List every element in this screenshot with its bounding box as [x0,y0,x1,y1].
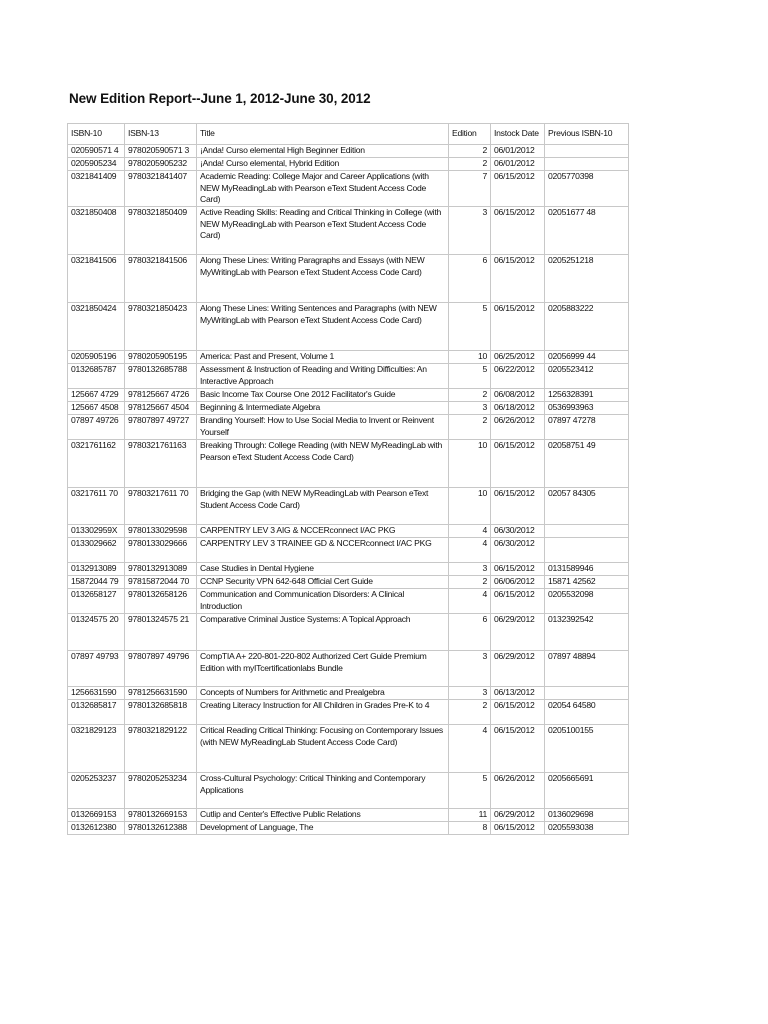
previous-isbn-10-cell: 0205523412 [545,364,629,389]
previous-isbn-10-cell: 1256328391 [545,389,629,402]
edition-cell: 6 [449,614,491,651]
instock-date-cell: 06/15/2012 [491,725,545,773]
title-cell: Assessment & Instruction of Reading and Writing Difficulties: An Interactive Approach [197,364,449,389]
previous-isbn-10-cell: 0205251218 [545,255,629,303]
edition-cell: 6 [449,255,491,303]
title-cell: America: Past and Present, Volume 1 [197,351,449,364]
table-row [68,687,629,700]
previous-isbn-10-cell: 0205883222 [545,303,629,351]
isbn-10-cell: 0132612380 [68,822,125,835]
title-cell: CompTIA A+ 220-801-220-802 Authorized Cert Guide Premium Edition with myITcertificationlabs Bundle [197,651,449,687]
title-cell: CCNP Security VPN 642-648 Official Cert Guide [197,576,449,589]
isbn-10-cell: 0132913089 [68,563,125,576]
isbn-10-cell: 01324575 20 [68,614,125,651]
previous-isbn-10-cell [545,145,629,158]
isbn-10-cell: 03217611 70 [68,488,125,525]
title-cell: Beginning & Intermediate Algebra [197,402,449,415]
instock-date-cell: 06/15/2012 [491,700,545,725]
previous-isbn-10-cell: 02054 64580 [545,700,629,725]
previous-isbn-10-cell: 02057 84305 [545,488,629,525]
table-row [68,614,629,651]
previous-isbn-10-cell: 0131589946 [545,563,629,576]
header-edition: Edition [449,124,491,145]
isbn-10-cell: 0205905234 [68,158,125,171]
previous-isbn-10-cell [545,687,629,700]
table-row [68,488,629,525]
table-row [68,158,629,171]
isbn-13-cell: 9781256631590 [125,687,197,700]
edition-cell: 3 [449,207,491,255]
instock-date-cell: 06/25/2012 [491,351,545,364]
table-row [68,440,629,488]
edition-cell: 10 [449,488,491,525]
table-row [68,525,629,538]
edition-cell: 4 [449,725,491,773]
edition-cell: 11 [449,809,491,822]
isbn-10-cell: 125667 4729 [68,389,125,402]
table-row [68,207,629,255]
isbn-13-cell: 9780132669153 [125,809,197,822]
previous-isbn-10-cell: 0205770398 [545,171,629,207]
isbn-10-cell: 0321761162 [68,440,125,488]
title-cell: Critical Reading Critical Thinking: Focusing on Contemporary Issues (with NEW MyReadingLab Student Access Code Card) [197,725,449,773]
instock-date-cell: 06/30/2012 [491,525,545,538]
isbn-10-cell: 0132685787 [68,364,125,389]
isbn-10-cell: 0132658127 [68,589,125,614]
instock-date-cell: 06/15/2012 [491,440,545,488]
table-row [68,255,629,303]
edition-cell: 2 [449,700,491,725]
edition-cell: 10 [449,440,491,488]
instock-date-cell: 06/13/2012 [491,687,545,700]
previous-isbn-10-cell: 0536993963 [545,402,629,415]
edition-cell: 3 [449,651,491,687]
title-cell: Cutlip and Center's Effective Public Relations [197,809,449,822]
edition-cell: 8 [449,822,491,835]
isbn-10-cell: 0321850424 [68,303,125,351]
edition-cell: 4 [449,589,491,614]
instock-date-cell: 06/01/2012 [491,158,545,171]
new-edition-table [67,123,629,835]
table-body [68,145,629,835]
table-row [68,773,629,809]
title-cell: CARPENTRY LEV 3 TRAINEE GD & NCCERconnect I/AC PKG [197,538,449,563]
isbn-10-cell: 0133029662 [68,538,125,563]
edition-cell: 4 [449,525,491,538]
isbn-10-cell: 0205253237 [68,773,125,809]
instock-date-cell: 06/01/2012 [491,145,545,158]
edition-cell: 3 [449,687,491,700]
title-cell: Academic Reading: College Major and Career Applications (with NEW MyReadingLab with Pearson eText Student Access Code Card) [197,171,449,207]
isbn-13-cell: 9780205253234 [125,773,197,809]
edition-cell: 10 [449,351,491,364]
instock-date-cell: 06/15/2012 [491,822,545,835]
instock-date-cell: 06/15/2012 [491,255,545,303]
table-row [68,563,629,576]
isbn-13-cell: 9780132685788 [125,364,197,389]
isbn-10-cell: 125667 4508 [68,402,125,415]
instock-date-cell: 06/29/2012 [491,651,545,687]
edition-cell: 3 [449,563,491,576]
table-row [68,538,629,563]
table-row [68,822,629,835]
header-instock-date: Instock Date [491,124,545,145]
title-cell: Creating Literacy Instruction for All Children in Grades Pre-K to 4 [197,700,449,725]
title-cell: Development of Language, The [197,822,449,835]
instock-date-cell: 06/15/2012 [491,563,545,576]
previous-isbn-10-cell: 15871 42562 [545,576,629,589]
isbn-13-cell: 9780132685818 [125,700,197,725]
title-cell: CARPENTRY LEV 3 AIG & NCCERconnect I/AC PKG [197,525,449,538]
isbn-13-cell: 9780321761163 [125,440,197,488]
isbn-13-cell: 9780205905232 [125,158,197,171]
previous-isbn-10-cell: 07897 48894 [545,651,629,687]
edition-cell: 5 [449,303,491,351]
isbn-13-cell: 9780133029666 [125,538,197,563]
title-cell: Communication and Communication Disorders: A Clinical Introduction [197,589,449,614]
isbn-13-cell: 97801324575 21 [125,614,197,651]
report-title: New Edition Report--June 1, 2012-June 30, 2012 [69,91,371,106]
instock-date-cell: 06/06/2012 [491,576,545,589]
isbn-13-cell: 9780321850423 [125,303,197,351]
isbn-13-cell: 978125667 4504 [125,402,197,415]
title-cell: ¡Anda! Curso elemental, Hybrid Edition [197,158,449,171]
isbn-10-cell: 0132669153 [68,809,125,822]
instock-date-cell: 06/15/2012 [491,303,545,351]
title-cell: Case Studies in Dental Hygiene [197,563,449,576]
edition-cell: 2 [449,389,491,402]
instock-date-cell: 06/26/2012 [491,773,545,809]
header-isbn-13: ISBN-13 [125,124,197,145]
isbn-13-cell: 9780321829122 [125,725,197,773]
title-cell: ¡Anda! Curso elemental High Beginner Edition [197,145,449,158]
previous-isbn-10-cell: 0136029698 [545,809,629,822]
table-row [68,351,629,364]
instock-date-cell: 06/15/2012 [491,171,545,207]
isbn-13-cell: 9780321850409 [125,207,197,255]
table-header-row [68,124,629,145]
table-row [68,402,629,415]
title-cell: Branding Yourself: How to Use Social Media to Invent or Reinvent Yourself [197,415,449,440]
title-cell: Basic Income Tax Course One 2012 Facilitator's Guide [197,389,449,402]
isbn-10-cell: 15872044 79 [68,576,125,589]
instock-date-cell: 06/26/2012 [491,415,545,440]
edition-cell: 5 [449,773,491,809]
table-row [68,389,629,402]
isbn-13-cell: 9780205905195 [125,351,197,364]
isbn-10-cell: 07897 49793 [68,651,125,687]
isbn-10-cell: 0321850408 [68,207,125,255]
table-row [68,364,629,389]
instock-date-cell: 06/22/2012 [491,364,545,389]
previous-isbn-10-cell: 02058751 49 [545,440,629,488]
edition-cell: 3 [449,402,491,415]
previous-isbn-10-cell [545,158,629,171]
instock-date-cell: 06/30/2012 [491,538,545,563]
isbn-10-cell: 0321841506 [68,255,125,303]
isbn-13-cell: 9780132658126 [125,589,197,614]
isbn-13-cell: 97815872044 70 [125,576,197,589]
title-cell: Active Reading Skills: Reading and Critical Thinking in College (with NEW MyReadingLab with Pearson eText Student Access Code Card) [197,207,449,255]
isbn-10-cell: 1256631590 [68,687,125,700]
title-cell: Breaking Through: College Reading (with NEW MyReadingLab with Pearson eText Student Access Code Card) [197,440,449,488]
title-cell: Bridging the Gap (with NEW MyReadingLab with Pearson eText Student Access Code Card) [197,488,449,525]
previous-isbn-10-cell: 0205593038 [545,822,629,835]
previous-isbn-10-cell: 02056999 44 [545,351,629,364]
edition-cell: 2 [449,415,491,440]
isbn-13-cell: 9780133029598 [125,525,197,538]
table-row [68,576,629,589]
isbn-10-cell: 0132685817 [68,700,125,725]
isbn-13-cell: 9780132612388 [125,822,197,835]
isbn-10-cell: 07897 49726 [68,415,125,440]
instock-date-cell: 06/18/2012 [491,402,545,415]
table-row [68,700,629,725]
title-cell: Comparative Criminal Justice Systems: A Topical Approach [197,614,449,651]
isbn-13-cell: 9780321841506 [125,255,197,303]
edition-cell: 2 [449,158,491,171]
table-row [68,303,629,351]
isbn-10-cell: 0321841409 [68,171,125,207]
isbn-13-cell: 978125667 4726 [125,389,197,402]
isbn-13-cell: 97807897 49727 [125,415,197,440]
title-cell: Along These Lines: Writing Paragraphs and Essays (with NEW MyWritingLab with Pearson eText Student Access Code Card) [197,255,449,303]
isbn-10-cell: 0321829123 [68,725,125,773]
table-row [68,415,629,440]
instock-date-cell: 06/29/2012 [491,614,545,651]
previous-isbn-10-cell [545,525,629,538]
edition-cell: 4 [449,538,491,563]
header-previous-isbn-10: Previous ISBN-10 [545,124,629,145]
previous-isbn-10-cell [545,538,629,563]
isbn-13-cell: 9780132913089 [125,563,197,576]
instock-date-cell: 06/29/2012 [491,809,545,822]
table-row [68,589,629,614]
isbn-10-cell: 0205905196 [68,351,125,364]
previous-isbn-10-cell: 0132392542 [545,614,629,651]
previous-isbn-10-cell: 0205665691 [545,773,629,809]
isbn-10-cell: 013302959X [68,525,125,538]
isbn-13-cell: 9780321841407 [125,171,197,207]
isbn-13-cell: 97803217611 70 [125,488,197,525]
previous-isbn-10-cell: 0205100155 [545,725,629,773]
instock-date-cell: 06/15/2012 [491,589,545,614]
table-row [68,145,629,158]
title-cell: Along These Lines: Writing Sentences and Paragraphs (with NEW MyWritingLab with Pearson eText Student Access Code Card) [197,303,449,351]
table-row [68,809,629,822]
instock-date-cell: 06/15/2012 [491,207,545,255]
previous-isbn-10-cell: 0205532098 [545,589,629,614]
edition-cell: 5 [449,364,491,389]
previous-isbn-10-cell: 02051677 48 [545,207,629,255]
isbn-13-cell: 97807897 49796 [125,651,197,687]
edition-cell: 2 [449,145,491,158]
header-title: Title [197,124,449,145]
table-row [68,725,629,773]
isbn-10-cell: 020590571 4 [68,145,125,158]
edition-cell: 7 [449,171,491,207]
title-cell: Concepts of Numbers for Arithmetic and Prealgebra [197,687,449,700]
header-isbn-10: ISBN-10 [68,124,125,145]
previous-isbn-10-cell: 07897 47278 [545,415,629,440]
table-row [68,171,629,207]
title-cell: Cross-Cultural Psychology: Critical Thinking and Contemporary Applications [197,773,449,809]
table-row [68,651,629,687]
instock-date-cell: 06/08/2012 [491,389,545,402]
edition-cell: 2 [449,576,491,589]
isbn-13-cell: 978020590571 3 [125,145,197,158]
instock-date-cell: 06/15/2012 [491,488,545,525]
